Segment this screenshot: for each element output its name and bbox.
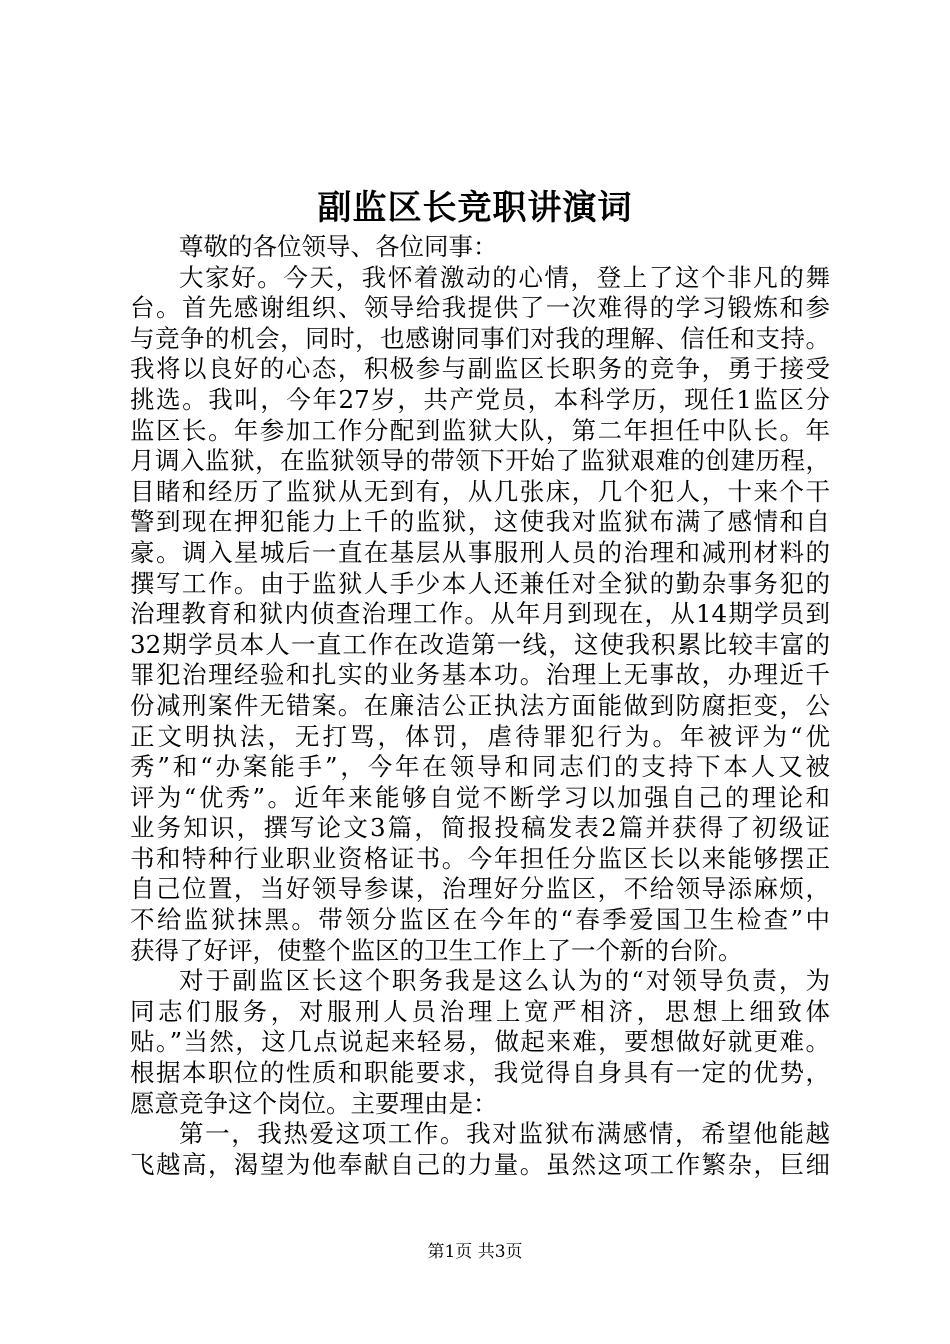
text-line: 根据本职位的性质和职能要求，我觉得自身具有一定的优势， (130, 1058, 830, 1088)
page-footer: 第1页 共3页 (427, 1242, 523, 1262)
text-line: 份减刑案件无错案。在廉洁公正执法方面能做到防腐拒变，公 (130, 690, 830, 720)
text-line: 治理教育和狱内侦查治理工作。从年月到现在，从14期学员到 (130, 599, 830, 629)
text-line: 监区长。年参加工作分配到监狱大队，第二年担任中队长。年 (130, 415, 830, 445)
text-line: 我将以良好的心态，积极参与副监区长职务的竞争，勇于接受 (130, 354, 830, 384)
text-line: 豪。调入星城后一直在基层从事服刑人员的治理和减刑材料的 (130, 537, 830, 567)
text-line: 与竞争的机会，同时，也感谢同事们对我的理解、信任和支持。 (130, 323, 830, 353)
text-line: 目睹和经历了监狱从无到有，从几张床，几个犯人，十来个干 (130, 476, 830, 506)
text-line: 自己位置，当好领导参谋，治理好分监区，不给领导添麻烦， (130, 874, 830, 904)
text-line: 业务知识，撰写论文3篇，简报投稿发表2篇并获得了初级证 (130, 813, 830, 843)
text-line: 秀”和“办案能手”，今年在领导和同志们的支持下本人又被 (130, 752, 830, 782)
text-line: 飞越高，渴望为他奉献自己的力量。虽然这项工作繁杂，巨细 (130, 1149, 830, 1179)
text-line: 书和特种行业职业资格证书。今年担任分监区长以来能够摆正 (130, 843, 830, 873)
text-line: 台。首先感谢组织、领导给我提供了一次难得的学习锻炼和参 (130, 293, 830, 323)
text-line: 获得了好评，使整个监区的卫生工作上了一个新的台阶。 (130, 935, 743, 965)
text-line: 尊敬的各位领导、各位同事： (179, 232, 498, 261)
text-line: 愿意竞争这个岗位。主要理由是： (130, 1088, 498, 1118)
text-line: 正文明执法，无打骂，体罚，虐待罪犯行为。年被评为“优 (130, 721, 830, 751)
text-line: 月调入监狱，在监狱领导的带领下开始了监狱艰难的创建历程， (130, 446, 830, 476)
text-line: 32期学员本人一直工作在改造第一线，这使我积累比较丰富的 (130, 629, 830, 659)
text-line: 贴。”当然，这几点说起来轻易，做起来难，要想做好就更难。 (130, 1027, 830, 1057)
text-line: 罪犯治理经验和扎实的业务基本功。治理上无事故，办理近千 (130, 660, 830, 690)
text-line: 撰写工作。由于监狱人手少本人还兼任对全狱的勤杂事务犯的 (130, 568, 830, 598)
text-line: 对于副监区长这个职务我是这么认为的“对领导负责，为 (179, 966, 830, 996)
document-body (130, 232, 830, 1180)
text-line: 不给监狱抹黑。带领分监区在今年的“春季爱国卫生检查”中 (130, 905, 830, 935)
text-line: 大家好。今天，我怀着激动的心情，登上了这个非凡的舞 (179, 262, 830, 292)
text-line: 评为“优秀”。近年来能够自觉不断学习以加强自己的理论和 (130, 782, 830, 812)
text-line: 第一，我热爱这项工作。我对监狱布满感情，希望他能越 (179, 1119, 830, 1149)
document-title: 副监区长竞职讲演词 (317, 188, 633, 228)
text-line: 警到现在押犯能力上千的监狱，这使我对监狱布满了感情和自 (130, 507, 830, 537)
text-line: 挑选。我叫，今年27岁，共产党员，本科学历，现任1监区分 (130, 384, 830, 414)
text-line: 同志们服务，对服刑人员治理上宽严相济，思想上细致体 (130, 996, 830, 1026)
